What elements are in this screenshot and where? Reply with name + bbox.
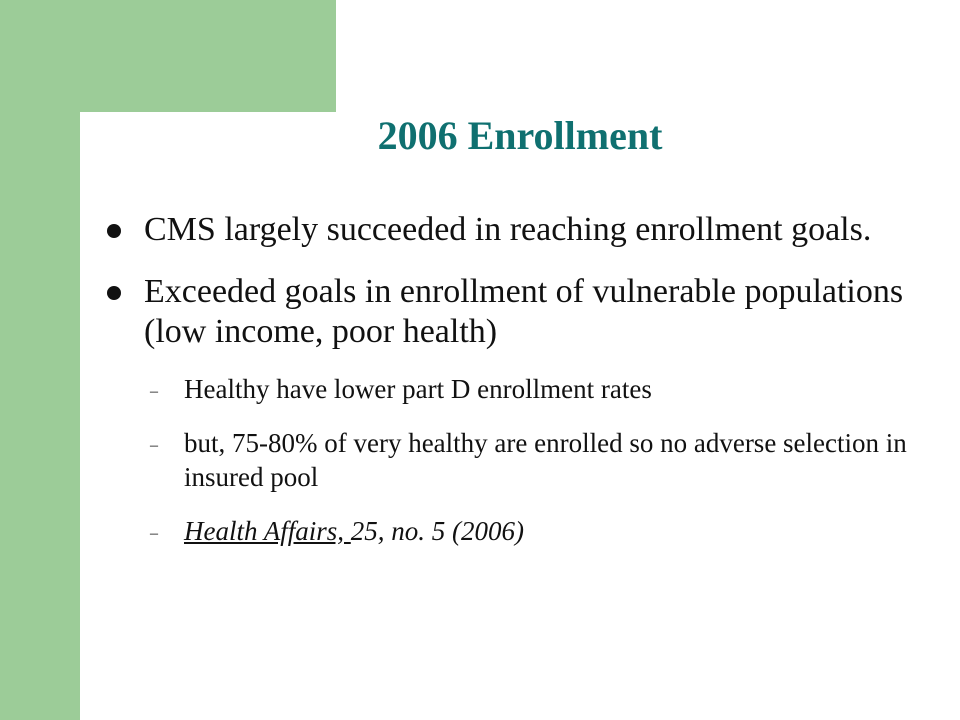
sub-bullet-text: Healthy have lower part D enrollment rates (184, 374, 652, 404)
dash-marker-icon: – (150, 437, 158, 454)
bullet-item (102, 210, 922, 250)
sub-bullet-text: but, 75-80% of very healthy are enrolled so no adverse selection in insured pool (184, 428, 907, 492)
bullet-item (102, 272, 922, 352)
bullet-text: CMS largely succeeded in reaching enrollment goals. (144, 211, 872, 248)
citation-journal: Health Affairs, (184, 516, 351, 546)
dash-marker-icon: – (150, 525, 158, 542)
bullet-dot-icon (107, 224, 121, 238)
slide-title: 2006 Enrollment (377, 113, 663, 158)
dash-marker-icon: – (150, 383, 158, 400)
sub-bullet-item (102, 426, 922, 494)
decorative-green-bar-top (0, 0, 336, 112)
citation-item (102, 514, 922, 548)
sub-bullet-item (102, 372, 922, 406)
slide-content (102, 210, 922, 548)
bullet-dot-icon (107, 286, 121, 300)
citation-details: 25, no. 5 (2006) (350, 516, 524, 546)
bullet-text: Exceeded goals in enrollment of vulnerable populations (low income, poor health) (144, 273, 904, 350)
